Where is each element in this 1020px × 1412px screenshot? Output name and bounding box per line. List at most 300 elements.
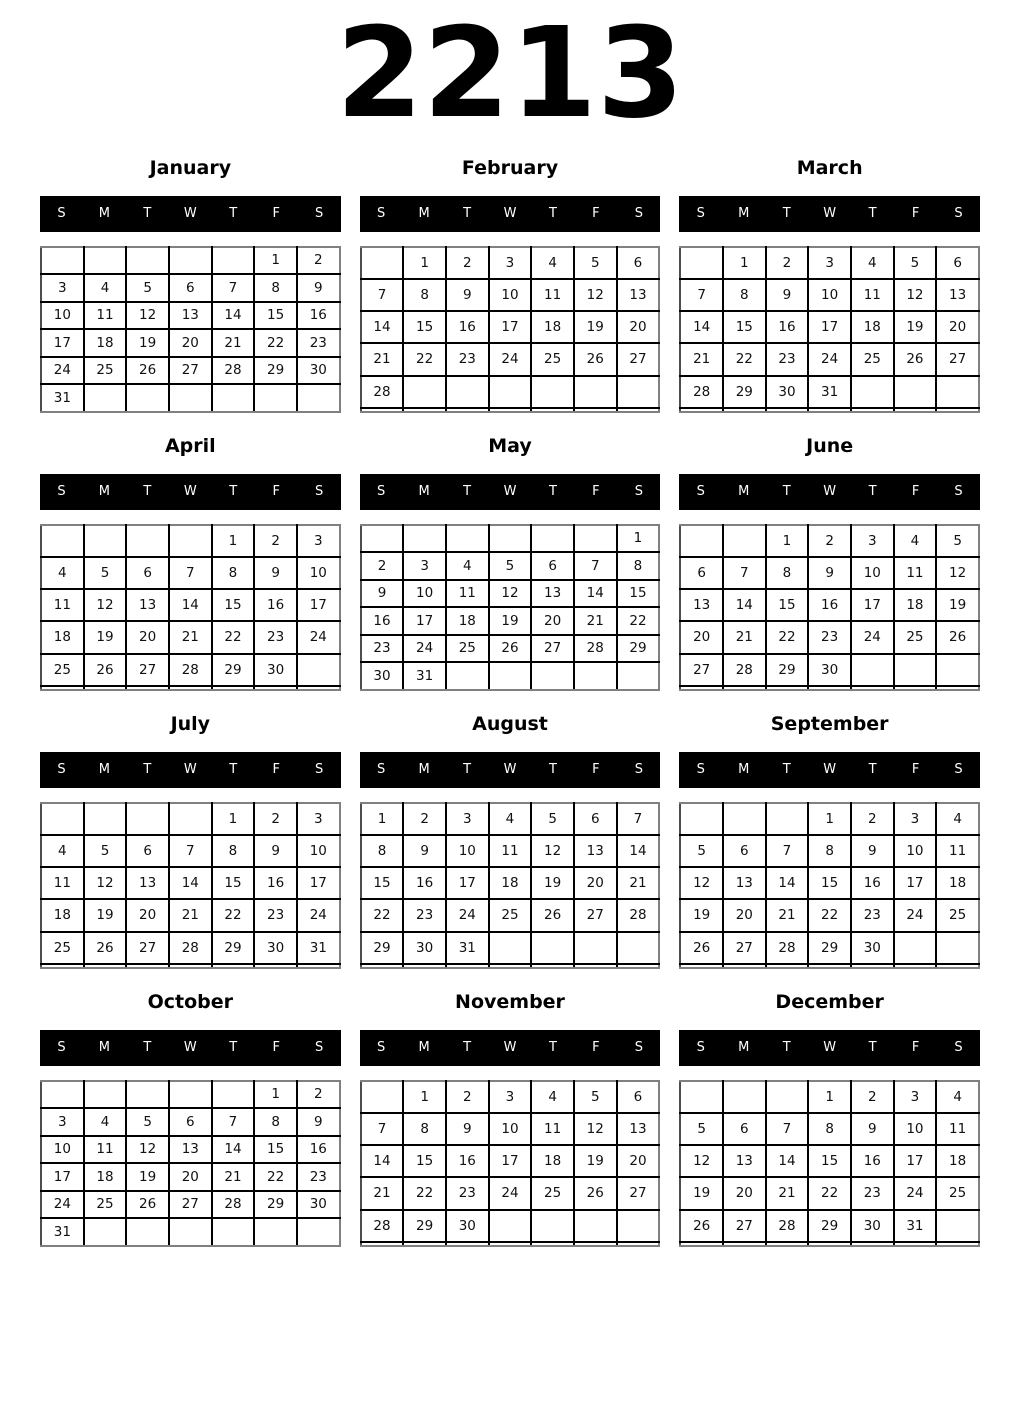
day-cell: 9 <box>766 279 809 311</box>
day-cell <box>446 408 489 412</box>
weekday-letter: S <box>634 484 643 499</box>
weekday-letter: M <box>98 1040 111 1055</box>
day-cell: 1 <box>212 803 255 835</box>
day-cell: 7 <box>766 835 809 867</box>
day-cell: 23 <box>446 1177 489 1209</box>
week-row <box>361 279 660 311</box>
day-cell: 4 <box>41 557 84 589</box>
day-cell: 21 <box>574 607 617 635</box>
day-cell: 13 <box>723 867 766 899</box>
weekday-letter: W <box>183 762 197 777</box>
weekday-letter: M <box>418 762 430 777</box>
month-block-march <box>679 158 980 413</box>
day-cell <box>361 1081 404 1113</box>
day-cell: 5 <box>680 1113 723 1145</box>
day-cell: 16 <box>766 311 809 343</box>
day-cell: 19 <box>894 311 937 343</box>
day-cell <box>808 408 851 412</box>
weekday-letter: S <box>954 1040 963 1055</box>
day-cell: 6 <box>126 835 169 867</box>
day-cell: 19 <box>680 899 723 931</box>
day-cell <box>936 1242 979 1246</box>
day-cell <box>617 662 660 690</box>
day-cell <box>446 525 489 553</box>
day-cell <box>126 525 169 557</box>
day-cell <box>84 384 127 412</box>
day-cell <box>894 376 937 408</box>
day-cell: 20 <box>169 329 212 357</box>
day-cell: 29 <box>403 1210 446 1242</box>
day-cell <box>41 686 84 690</box>
day-cell: 6 <box>936 247 979 279</box>
day-cell <box>936 964 979 968</box>
day-cell: 3 <box>41 274 84 302</box>
day-cell: 26 <box>574 1177 617 1209</box>
weekday-letter: T <box>548 206 557 221</box>
day-cell: 8 <box>617 552 660 580</box>
day-cell: 21 <box>212 329 255 357</box>
week-row <box>41 557 340 589</box>
day-cell: 24 <box>894 1177 937 1209</box>
day-cell: 28 <box>169 932 212 964</box>
day-cell: 27 <box>169 357 212 385</box>
week-row <box>680 311 979 343</box>
day-cell: 3 <box>489 247 532 279</box>
day-cell <box>126 964 169 968</box>
day-cell: 23 <box>808 621 851 653</box>
day-cell: 5 <box>894 247 937 279</box>
day-cell: 16 <box>361 607 404 635</box>
weekday-letter: W <box>503 762 517 777</box>
day-cell: 12 <box>574 279 617 311</box>
day-cell <box>936 932 979 964</box>
weekday-header-bar <box>360 752 661 788</box>
week-row <box>361 964 660 968</box>
day-cell: 8 <box>403 1113 446 1145</box>
day-cell: 13 <box>531 580 574 608</box>
week-row <box>680 408 979 412</box>
day-cell: 7 <box>361 279 404 311</box>
month-block-july <box>40 714 341 969</box>
day-cell <box>894 964 937 968</box>
day-cell: 28 <box>169 654 212 686</box>
weekday-letter: T <box>463 762 472 777</box>
day-cell: 4 <box>851 247 894 279</box>
day-cell <box>126 1218 169 1246</box>
day-cell: 14 <box>723 589 766 621</box>
week-row <box>361 662 660 690</box>
day-cell <box>680 247 723 279</box>
day-cell <box>574 408 617 412</box>
day-cell <box>894 932 937 964</box>
day-cell: 12 <box>126 1136 169 1164</box>
day-cell <box>489 376 532 408</box>
day-cell: 5 <box>126 274 169 302</box>
week-row <box>680 964 979 968</box>
month-name: March <box>796 156 863 179</box>
day-cell: 26 <box>84 654 127 686</box>
day-cell: 10 <box>489 279 532 311</box>
day-cell: 19 <box>680 1177 723 1209</box>
month-name: October <box>147 990 234 1013</box>
months-grid <box>0 158 1020 1247</box>
day-cell: 25 <box>894 621 937 653</box>
day-cell <box>936 654 979 686</box>
weekday-letter: F <box>592 484 600 499</box>
day-cell: 11 <box>41 867 84 899</box>
day-cell: 24 <box>851 621 894 653</box>
day-cell <box>680 686 723 690</box>
day-cell: 25 <box>531 343 574 375</box>
day-cell: 2 <box>851 1081 894 1113</box>
weekday-letter: W <box>823 762 837 777</box>
day-cell <box>126 686 169 690</box>
week-row <box>680 343 979 375</box>
day-cell: 17 <box>489 311 532 343</box>
day-cell <box>617 932 660 964</box>
weekday-letter: S <box>696 1040 705 1055</box>
month-name: July <box>170 712 211 735</box>
day-cell: 15 <box>212 867 255 899</box>
day-cell <box>766 1242 809 1246</box>
day-cell: 7 <box>361 1113 404 1145</box>
day-cell <box>894 1242 937 1246</box>
week-row <box>361 899 660 931</box>
day-cell: 17 <box>894 1145 937 1177</box>
weekday-letter: F <box>592 762 600 777</box>
day-cell: 22 <box>361 899 404 931</box>
month-block-august <box>360 714 661 969</box>
day-cell: 18 <box>489 867 532 899</box>
month-name: December <box>775 990 884 1013</box>
day-cell: 20 <box>723 899 766 931</box>
weekday-letter: W <box>183 1040 197 1055</box>
day-cell: 9 <box>446 1113 489 1145</box>
weekday-letter: S <box>315 206 324 221</box>
day-cell: 22 <box>617 607 660 635</box>
week-row <box>41 329 340 357</box>
day-cell: 7 <box>212 274 255 302</box>
day-cell: 20 <box>617 311 660 343</box>
day-cell: 26 <box>574 343 617 375</box>
day-cell: 18 <box>531 311 574 343</box>
day-cell <box>297 1218 340 1246</box>
day-cell: 19 <box>126 329 169 357</box>
day-cell: 10 <box>41 302 84 330</box>
weekday-letter: W <box>823 1040 837 1055</box>
day-cell: 11 <box>936 1113 979 1145</box>
day-cell: 19 <box>531 867 574 899</box>
day-cell: 15 <box>617 580 660 608</box>
day-cell: 31 <box>41 1218 84 1246</box>
week-row <box>361 1177 660 1209</box>
month-block-june <box>679 436 980 691</box>
day-cell: 24 <box>297 899 340 931</box>
day-cell: 25 <box>489 899 532 931</box>
day-cell: 5 <box>84 835 127 867</box>
day-cell <box>169 964 212 968</box>
day-cell <box>41 964 84 968</box>
day-cell: 5 <box>84 557 127 589</box>
day-cell <box>574 376 617 408</box>
day-cell: 21 <box>723 621 766 653</box>
weekday-letter: T <box>463 1040 472 1055</box>
day-cell <box>446 662 489 690</box>
day-cell: 21 <box>680 343 723 375</box>
day-cell: 1 <box>212 525 255 557</box>
day-cell: 4 <box>41 835 84 867</box>
day-cell: 17 <box>446 867 489 899</box>
weekday-letter: S <box>57 762 66 777</box>
weekday-letter: M <box>738 1040 750 1055</box>
weekday-letter: F <box>592 1040 600 1055</box>
day-cell: 21 <box>212 1163 255 1191</box>
day-cell <box>169 1081 212 1109</box>
weekday-letter: M <box>98 762 111 777</box>
weekday-letter: S <box>377 484 386 499</box>
weekday-letter: M <box>738 762 750 777</box>
weekday-letter: W <box>503 206 517 221</box>
day-cell: 3 <box>851 525 894 557</box>
day-cell <box>169 525 212 557</box>
day-cell: 3 <box>808 247 851 279</box>
day-cell: 13 <box>126 867 169 899</box>
day-cell: 22 <box>212 899 255 931</box>
day-cell: 24 <box>403 635 446 663</box>
weekday-letter: S <box>634 1040 643 1055</box>
day-cell: 28 <box>766 932 809 964</box>
day-cell: 10 <box>446 835 489 867</box>
day-cell <box>531 408 574 412</box>
month-name: June <box>806 434 854 457</box>
day-cell: 27 <box>617 1177 660 1209</box>
day-cell: 18 <box>84 329 127 357</box>
day-cell: 30 <box>297 357 340 385</box>
day-cell: 17 <box>297 867 340 899</box>
day-cell: 30 <box>297 1191 340 1219</box>
weekday-letter: M <box>738 484 750 499</box>
day-cell <box>212 1081 255 1109</box>
day-cell: 29 <box>361 932 404 964</box>
day-cell: 7 <box>723 557 766 589</box>
month-date-grid <box>40 802 341 969</box>
day-cell <box>212 964 255 968</box>
month-block-september <box>679 714 980 969</box>
day-cell <box>361 525 404 553</box>
month-date-grid <box>679 524 980 691</box>
day-cell: 25 <box>84 1191 127 1219</box>
day-cell: 2 <box>254 525 297 557</box>
day-cell <box>169 803 212 835</box>
day-cell: 14 <box>617 835 660 867</box>
day-cell: 2 <box>851 803 894 835</box>
day-cell: 14 <box>169 589 212 621</box>
day-cell <box>169 247 212 275</box>
day-cell <box>126 384 169 412</box>
day-cell: 23 <box>254 899 297 931</box>
week-row <box>680 1145 979 1177</box>
weekday-letter: S <box>696 206 705 221</box>
day-cell: 23 <box>403 899 446 931</box>
day-cell: 1 <box>808 1081 851 1113</box>
day-cell: 1 <box>361 803 404 835</box>
day-cell: 18 <box>446 607 489 635</box>
day-cell: 17 <box>297 589 340 621</box>
day-cell: 10 <box>403 580 446 608</box>
day-cell <box>403 1242 446 1246</box>
day-cell: 21 <box>766 899 809 931</box>
day-cell: 30 <box>254 932 297 964</box>
day-cell <box>574 662 617 690</box>
day-cell <box>808 1242 851 1246</box>
weekday-letter: M <box>418 1040 430 1055</box>
week-row <box>41 589 340 621</box>
day-cell: 10 <box>808 279 851 311</box>
day-cell: 2 <box>403 803 446 835</box>
day-cell: 25 <box>446 635 489 663</box>
day-cell: 18 <box>84 1163 127 1191</box>
weekday-header-bar <box>40 196 341 232</box>
week-row <box>41 899 340 931</box>
weekday-letter: F <box>272 762 280 777</box>
week-row <box>361 525 660 553</box>
day-cell: 31 <box>297 932 340 964</box>
day-cell: 17 <box>41 1163 84 1191</box>
month-block-february <box>360 158 661 413</box>
day-cell <box>617 1210 660 1242</box>
week-row <box>41 302 340 330</box>
week-row <box>680 1081 979 1113</box>
day-cell: 2 <box>361 552 404 580</box>
day-cell: 18 <box>936 867 979 899</box>
day-cell <box>126 247 169 275</box>
day-cell: 13 <box>169 302 212 330</box>
day-cell: 31 <box>403 662 446 690</box>
day-cell: 15 <box>403 1145 446 1177</box>
day-cell: 14 <box>212 1136 255 1164</box>
day-cell <box>403 525 446 553</box>
day-cell: 26 <box>936 621 979 653</box>
day-cell: 2 <box>297 247 340 275</box>
day-cell <box>212 384 255 412</box>
day-cell <box>446 1242 489 1246</box>
week-row <box>41 525 340 557</box>
day-cell: 29 <box>808 932 851 964</box>
weekday-letter: T <box>229 484 238 499</box>
day-cell: 20 <box>169 1163 212 1191</box>
day-cell: 6 <box>617 247 660 279</box>
day-cell: 9 <box>851 835 894 867</box>
day-cell: 27 <box>723 1210 766 1242</box>
day-cell: 31 <box>894 1210 937 1242</box>
day-cell: 29 <box>808 1210 851 1242</box>
day-cell: 13 <box>680 589 723 621</box>
day-cell: 29 <box>723 376 766 408</box>
day-cell: 17 <box>41 329 84 357</box>
week-row <box>361 1113 660 1145</box>
day-cell: 27 <box>680 654 723 686</box>
day-cell: 13 <box>169 1136 212 1164</box>
day-cell <box>574 1210 617 1242</box>
day-cell: 17 <box>403 607 446 635</box>
week-row <box>361 803 660 835</box>
week-row <box>680 589 979 621</box>
day-cell: 26 <box>894 343 937 375</box>
day-cell <box>680 803 723 835</box>
weekday-letter: T <box>463 484 472 499</box>
day-cell: 27 <box>126 932 169 964</box>
day-cell: 19 <box>574 1145 617 1177</box>
day-cell: 1 <box>403 1081 446 1113</box>
week-row <box>680 247 979 279</box>
day-cell: 10 <box>41 1136 84 1164</box>
day-cell: 9 <box>361 580 404 608</box>
day-cell: 16 <box>808 589 851 621</box>
week-row <box>41 1218 340 1246</box>
day-cell <box>212 1218 255 1246</box>
day-cell: 11 <box>446 580 489 608</box>
day-cell: 28 <box>766 1210 809 1242</box>
day-cell <box>489 662 532 690</box>
weekday-letter: S <box>634 206 643 221</box>
week-row <box>680 803 979 835</box>
day-cell: 12 <box>894 279 937 311</box>
day-cell: 15 <box>808 867 851 899</box>
day-cell: 28 <box>212 1191 255 1219</box>
day-cell <box>169 1218 212 1246</box>
day-cell: 14 <box>361 311 404 343</box>
week-row <box>680 525 979 557</box>
day-cell: 12 <box>489 580 532 608</box>
day-cell <box>723 1081 766 1113</box>
month-date-grid <box>360 524 661 691</box>
day-cell: 29 <box>766 654 809 686</box>
day-cell: 20 <box>723 1177 766 1209</box>
week-row <box>680 1242 979 1246</box>
month-date-grid <box>679 246 980 413</box>
weekday-letter: F <box>911 1040 920 1055</box>
day-cell <box>489 1242 532 1246</box>
week-row <box>680 686 979 690</box>
day-cell: 11 <box>531 1113 574 1145</box>
day-cell: 5 <box>126 1108 169 1136</box>
day-cell: 11 <box>84 1136 127 1164</box>
day-cell: 12 <box>936 557 979 589</box>
month-name: August <box>472 712 548 735</box>
week-row <box>41 1081 340 1109</box>
weekday-letter: T <box>229 206 238 221</box>
day-cell: 21 <box>766 1177 809 1209</box>
day-cell: 24 <box>489 1177 532 1209</box>
day-cell: 23 <box>766 343 809 375</box>
weekday-letter: S <box>57 484 66 499</box>
day-cell: 30 <box>808 654 851 686</box>
day-cell <box>126 1081 169 1109</box>
day-cell: 28 <box>680 376 723 408</box>
week-row <box>361 835 660 867</box>
day-cell: 24 <box>808 343 851 375</box>
month-date-grid <box>679 802 980 969</box>
day-cell: 16 <box>446 1145 489 1177</box>
day-cell <box>361 247 404 279</box>
day-cell: 7 <box>766 1113 809 1145</box>
week-row <box>361 1145 660 1177</box>
day-cell: 7 <box>169 835 212 867</box>
day-cell: 4 <box>936 1081 979 1113</box>
day-cell: 28 <box>723 654 766 686</box>
day-cell <box>84 803 127 835</box>
day-cell: 7 <box>212 1108 255 1136</box>
